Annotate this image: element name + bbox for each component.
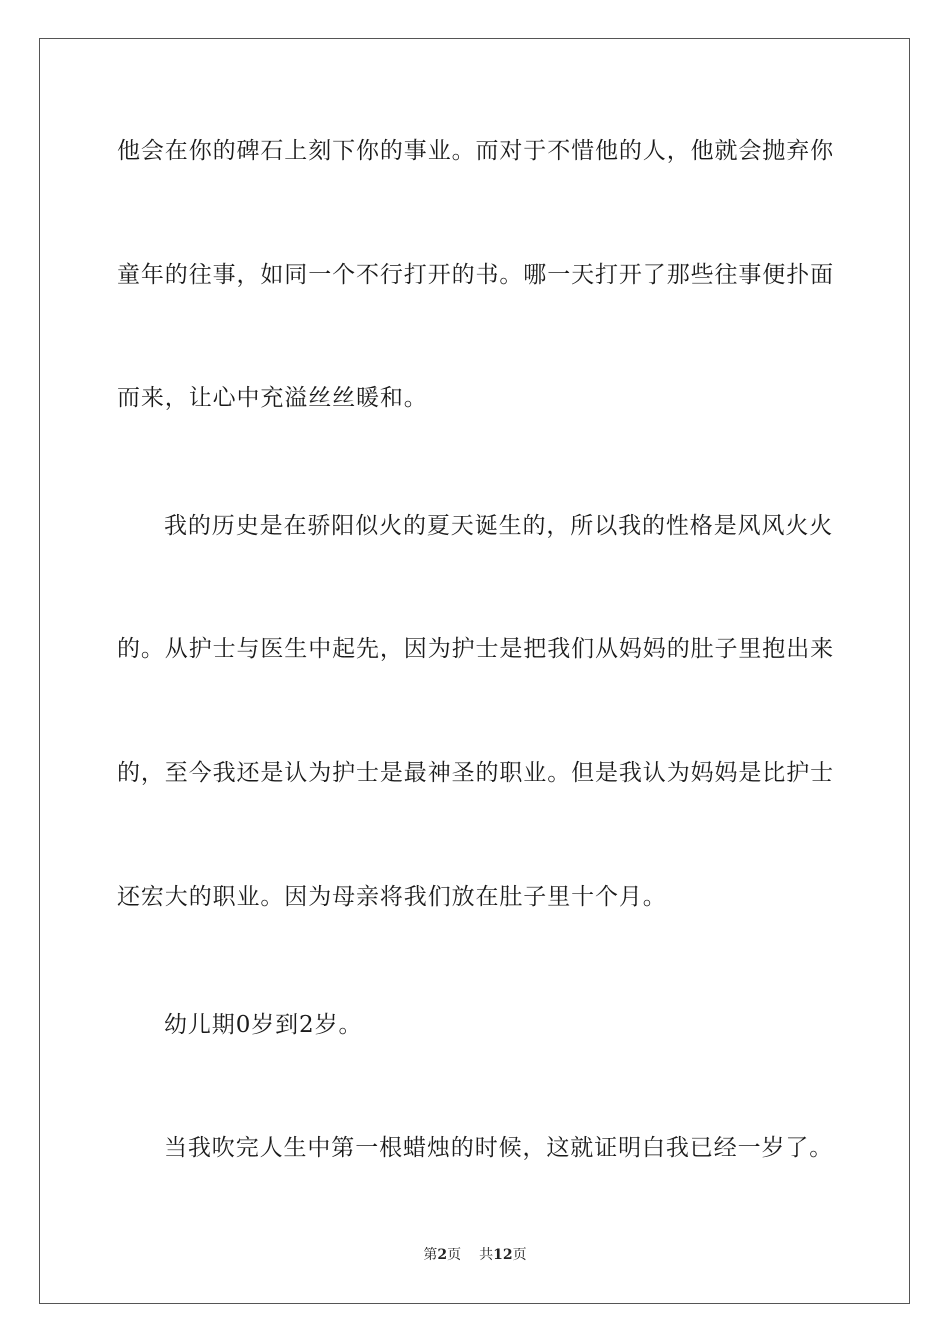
page-footer bbox=[0, 1246, 950, 1264]
page-number: 2 bbox=[437, 1247, 448, 1263]
page-prefix: 第 bbox=[423, 1247, 438, 1263]
paragraph-line: 童年的往事，如同一个不行打开的书。哪一天打开了那些往事便扑面 bbox=[117, 262, 834, 288]
page-suffix: 页 bbox=[447, 1247, 462, 1263]
paragraph-line: 他会在你的碑石上刻下你的事业。而对于不惜他的人，他就会抛弃你 bbox=[117, 138, 834, 164]
paragraph-line: 而来，让心中充溢丝丝暖和。 bbox=[117, 385, 428, 411]
paragraph-line: 当我吹完人生中第一根蜡烛的时候，这就证明白我已经一岁了。 bbox=[164, 1135, 834, 1161]
paragraph-line: 我的历史是在骄阳似火的夏天诞生的，所以我的性格是风风火火 bbox=[164, 513, 834, 539]
page-border bbox=[39, 38, 910, 1304]
paragraph-line: 的。从护士与医生中起先，因为护士是把我们从妈妈的肚子里抱出来 bbox=[117, 636, 834, 662]
paragraph-line: 的，至今我还是认为护士是最神圣的职业。但是我认为妈妈是比护士 bbox=[117, 760, 834, 786]
paragraph-line: 还宏大的职业。因为母亲将我们放在肚子里十个月。 bbox=[117, 884, 667, 910]
total-suffix: 页 bbox=[512, 1247, 527, 1263]
total-prefix: 共 bbox=[479, 1247, 494, 1263]
paragraph-line: 幼儿期0岁到2岁。 bbox=[164, 1012, 363, 1038]
total-pages: 12 bbox=[493, 1247, 513, 1263]
